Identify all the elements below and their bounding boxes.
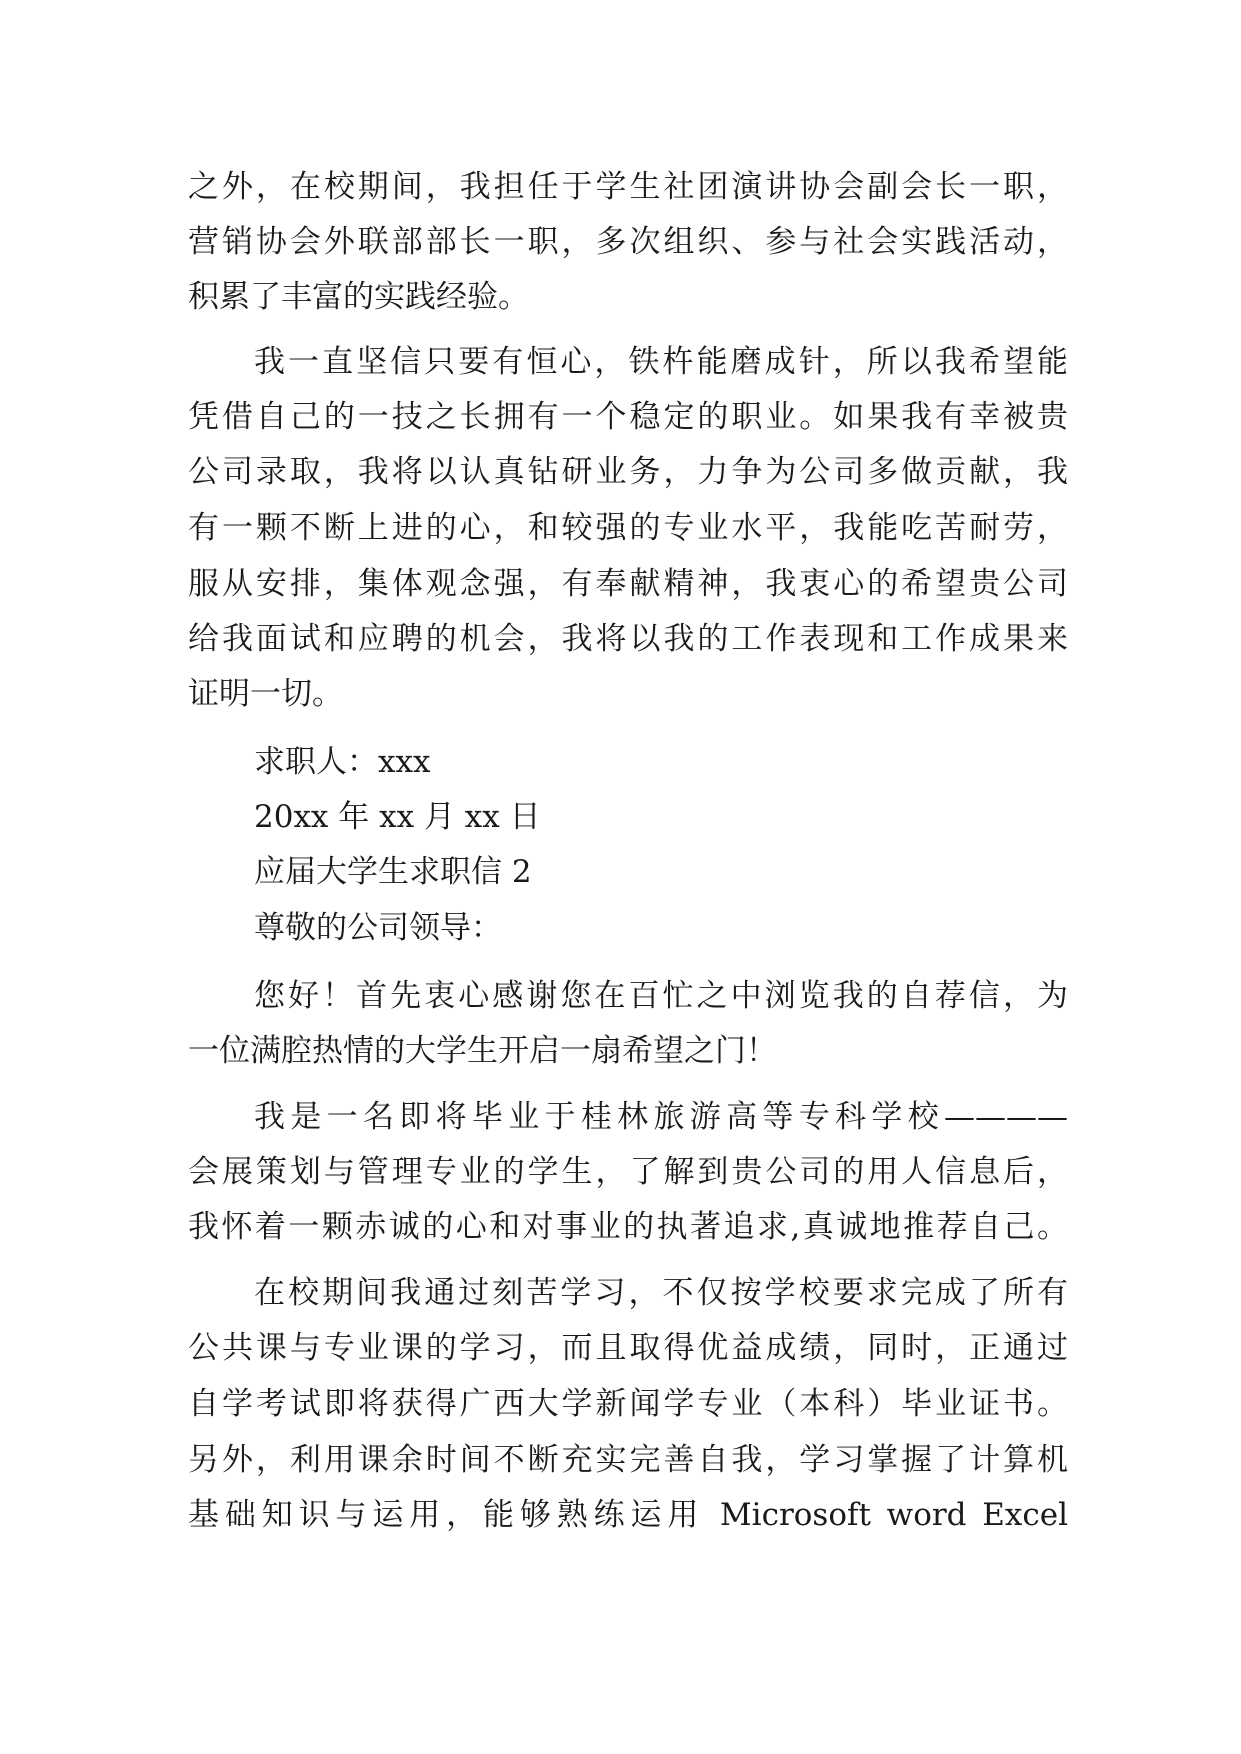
text-line: 基础知识与运用，能够熟练运用 Microsoft word Excel (188, 1497, 1068, 1533)
text-line: 公共课与专业课的学习，而且取得优益成绩，同时，正通过 (188, 1330, 1068, 1366)
text-line: 公司录取，我将以认真钻研业务，力争为公司多做贡献，我 (188, 454, 1068, 490)
salutation: 尊敬的公司领导： (254, 910, 502, 946)
letter-date: 20xx 年 xx 月 xx 日 (254, 799, 541, 835)
text-line: 另外，利用课余时间不断充实完善自我，学习掌握了计算机 (188, 1442, 1068, 1478)
text-line: 凭借自己的一技之长拥有一个稳定的职业。如果我有幸被贵 (188, 399, 1068, 435)
text-line: 之外，在校期间，我担任于学生社团演讲协会副会长一职， (188, 169, 1068, 205)
paragraph-start-line: 我一直坚信只要有恒心，铁杵能磨成针，所以我希望能 (254, 344, 1068, 380)
text-line: 积累了丰富的实践经验。 (188, 279, 529, 315)
text-line: 营销协会外联部部长一职，多次组织、参与社会实践活动， (188, 224, 1068, 260)
text-line: 给我面试和应聘的机会，我将以我的工作表现和工作成果来 (188, 621, 1068, 657)
text-line: 服从安排，集体观念强，有奉献精神，我衷心的希望贵公司 (188, 566, 1068, 602)
text-line: 会展策划与管理专业的学生，了解到贵公司的用人信息后， (188, 1154, 1068, 1190)
paragraph-start-line: 在校期间我通过刻苦学习，不仅按学校要求完成了所有 (254, 1275, 1068, 1311)
paragraph-start-line: 您好！首先衷心感谢您在百忙之中浏览我的自荐信，为 (254, 978, 1068, 1014)
letter-heading: 应届大学生求职信 2 (254, 854, 532, 890)
text-line: 自学考试即将获得广西大学新闻学专业（本科）毕业证书。 (188, 1386, 1068, 1422)
text-line: 我怀着一颗赤诚的心和对事业的执著追求,真诚地推荐自己。 (188, 1209, 1068, 1245)
paragraph-start-line: 我是一名即将毕业于桂林旅游高等专科学校———— (254, 1099, 1068, 1135)
applicant-signature: 求职人：xxx (254, 744, 431, 780)
text-line: 证明一切。 (188, 676, 343, 712)
text-line: 一位满腔热情的大学生开启一扇希望之门！ (188, 1033, 777, 1069)
text-line: 有一颗不断上进的心，和较强的专业水平，我能吃苦耐劳， (188, 510, 1068, 546)
